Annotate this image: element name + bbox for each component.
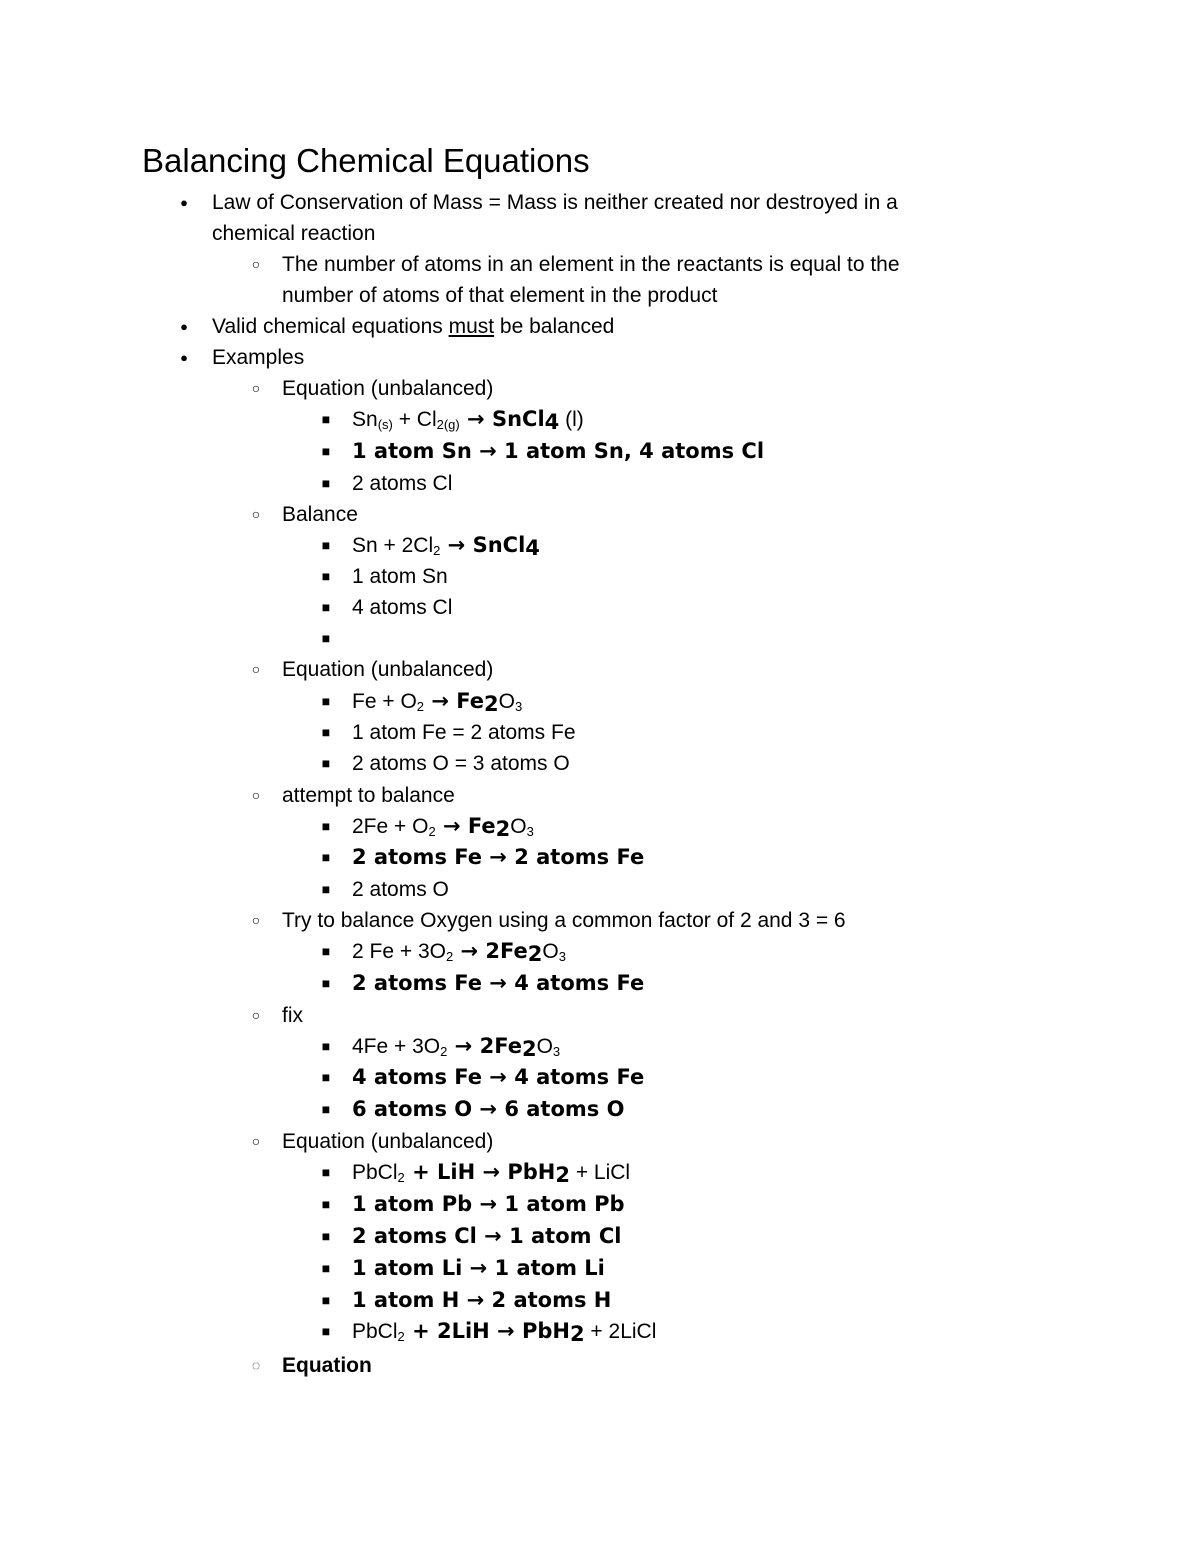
bullet-dotted-circle-icon: [246, 1350, 266, 1383]
page-title: Balancing Chemical Equations: [142, 142, 590, 179]
bullet-disc-icon: [174, 187, 194, 220]
bullet-square-icon: [316, 1094, 336, 1127]
bullet-square-icon: [316, 748, 336, 781]
bullet-square-icon: [316, 1031, 336, 1064]
bullet-square-icon: [316, 811, 336, 844]
bullet-square-icon: [316, 686, 336, 719]
bullet-square-icon: [316, 1253, 336, 1286]
bullet-circle-icon: [246, 1000, 266, 1033]
bullet-square-icon: [316, 1062, 336, 1095]
bullet-square-icon: [316, 404, 336, 437]
bullet-circle-icon: [246, 654, 266, 687]
bullet-square-icon: [316, 842, 336, 875]
bullet-square-icon: [316, 874, 336, 907]
bullet-square-icon: [316, 968, 336, 1001]
bullet-circle-icon: [246, 249, 266, 282]
bullet-square-icon: [316, 1157, 336, 1190]
bullet-circle-icon: [246, 499, 266, 532]
bullet-circle-icon: [246, 373, 266, 406]
bullet-square-icon: [316, 717, 336, 750]
bullet-square-icon: [316, 592, 336, 625]
bullet-square-icon: [316, 530, 336, 563]
bullet-square-icon: [316, 561, 336, 594]
document-page: Balancing Chemical Equations ● Law of Conservation of Mass = Mass is neither created nor destroyed in a chemical reaction ○ The number of atoms in an element in the reactants is equal to the number of atoms of that element in the product ● Valid chemical equations must be balanced ● Examples ○ Equation (unbalanced) ■ $Sn_{(s)} + Cl_{2(g)}$ → SnCl$_4$ (l) ■ 1 atom Sn → 1 atom Sn, 4 atoms Cl ■ 2 atoms Cl ○ Balance ■ $Sn + 2Cl_2$ → SnCl$_4$ ■ 1 atom Sn ■ 4 atoms Cl ■ ○ Equation (unbalanced) ■ $Fe + O_2 \to Fe_2O_3$ ■ 1 atom Fe = 2 atoms Fe ■ 2 atoms O = 3 atoms O ○ attempt to balance ■ $2Fe + O_2 \to Fe_2O_3$ ■ 2 atoms Fe → 2 atoms Fe ■ 2 atoms O ○ Try to balance Oxygen using a common factor of 2 and 3 = 6 ■ 2 $Fe + 3O_2 \to 2Fe_2O_3$ ■ 2 atoms Fe → 4 atoms Fe ○ fix ■ $4Fe + 3O_2 \to 2Fe_2O_3$ ■ 4 atoms Fe → 4 atoms Fe ■ 6 atoms O → 6 atoms O ○ Equation (unbalanced) ■ PbCl$_2$ + LiH → PbH$_2$ + LiCl ■ 1 atom Pb → 1 atom Pb ■ 2 atoms Cl → 1 atom Cl ■ 1 atom Li → 1 atom Li ■ 1 atom H → 2 atoms H ■ PbCl$_2$ + 2LiH → PbH$_2$ + 2LiCl ◌ Equation: [0, 0, 1200, 1553]
bullet-square-icon: [316, 468, 336, 501]
bullet-square-icon: [316, 1189, 336, 1222]
bullet-circle-icon: [246, 780, 266, 813]
bullet-square-icon: [316, 1221, 336, 1254]
bullet-square-icon: [316, 1316, 336, 1349]
bullet-square-icon: [316, 1285, 336, 1318]
bullet-disc-icon: [174, 311, 194, 344]
bullet-disc-icon: [174, 342, 194, 375]
bullet-circle-icon: [246, 1126, 266, 1159]
bullet-square-icon: [316, 623, 336, 656]
bullet-square-icon: [316, 936, 336, 969]
bullet-circle-icon: [246, 905, 266, 938]
bullet-square-icon: [316, 436, 336, 469]
